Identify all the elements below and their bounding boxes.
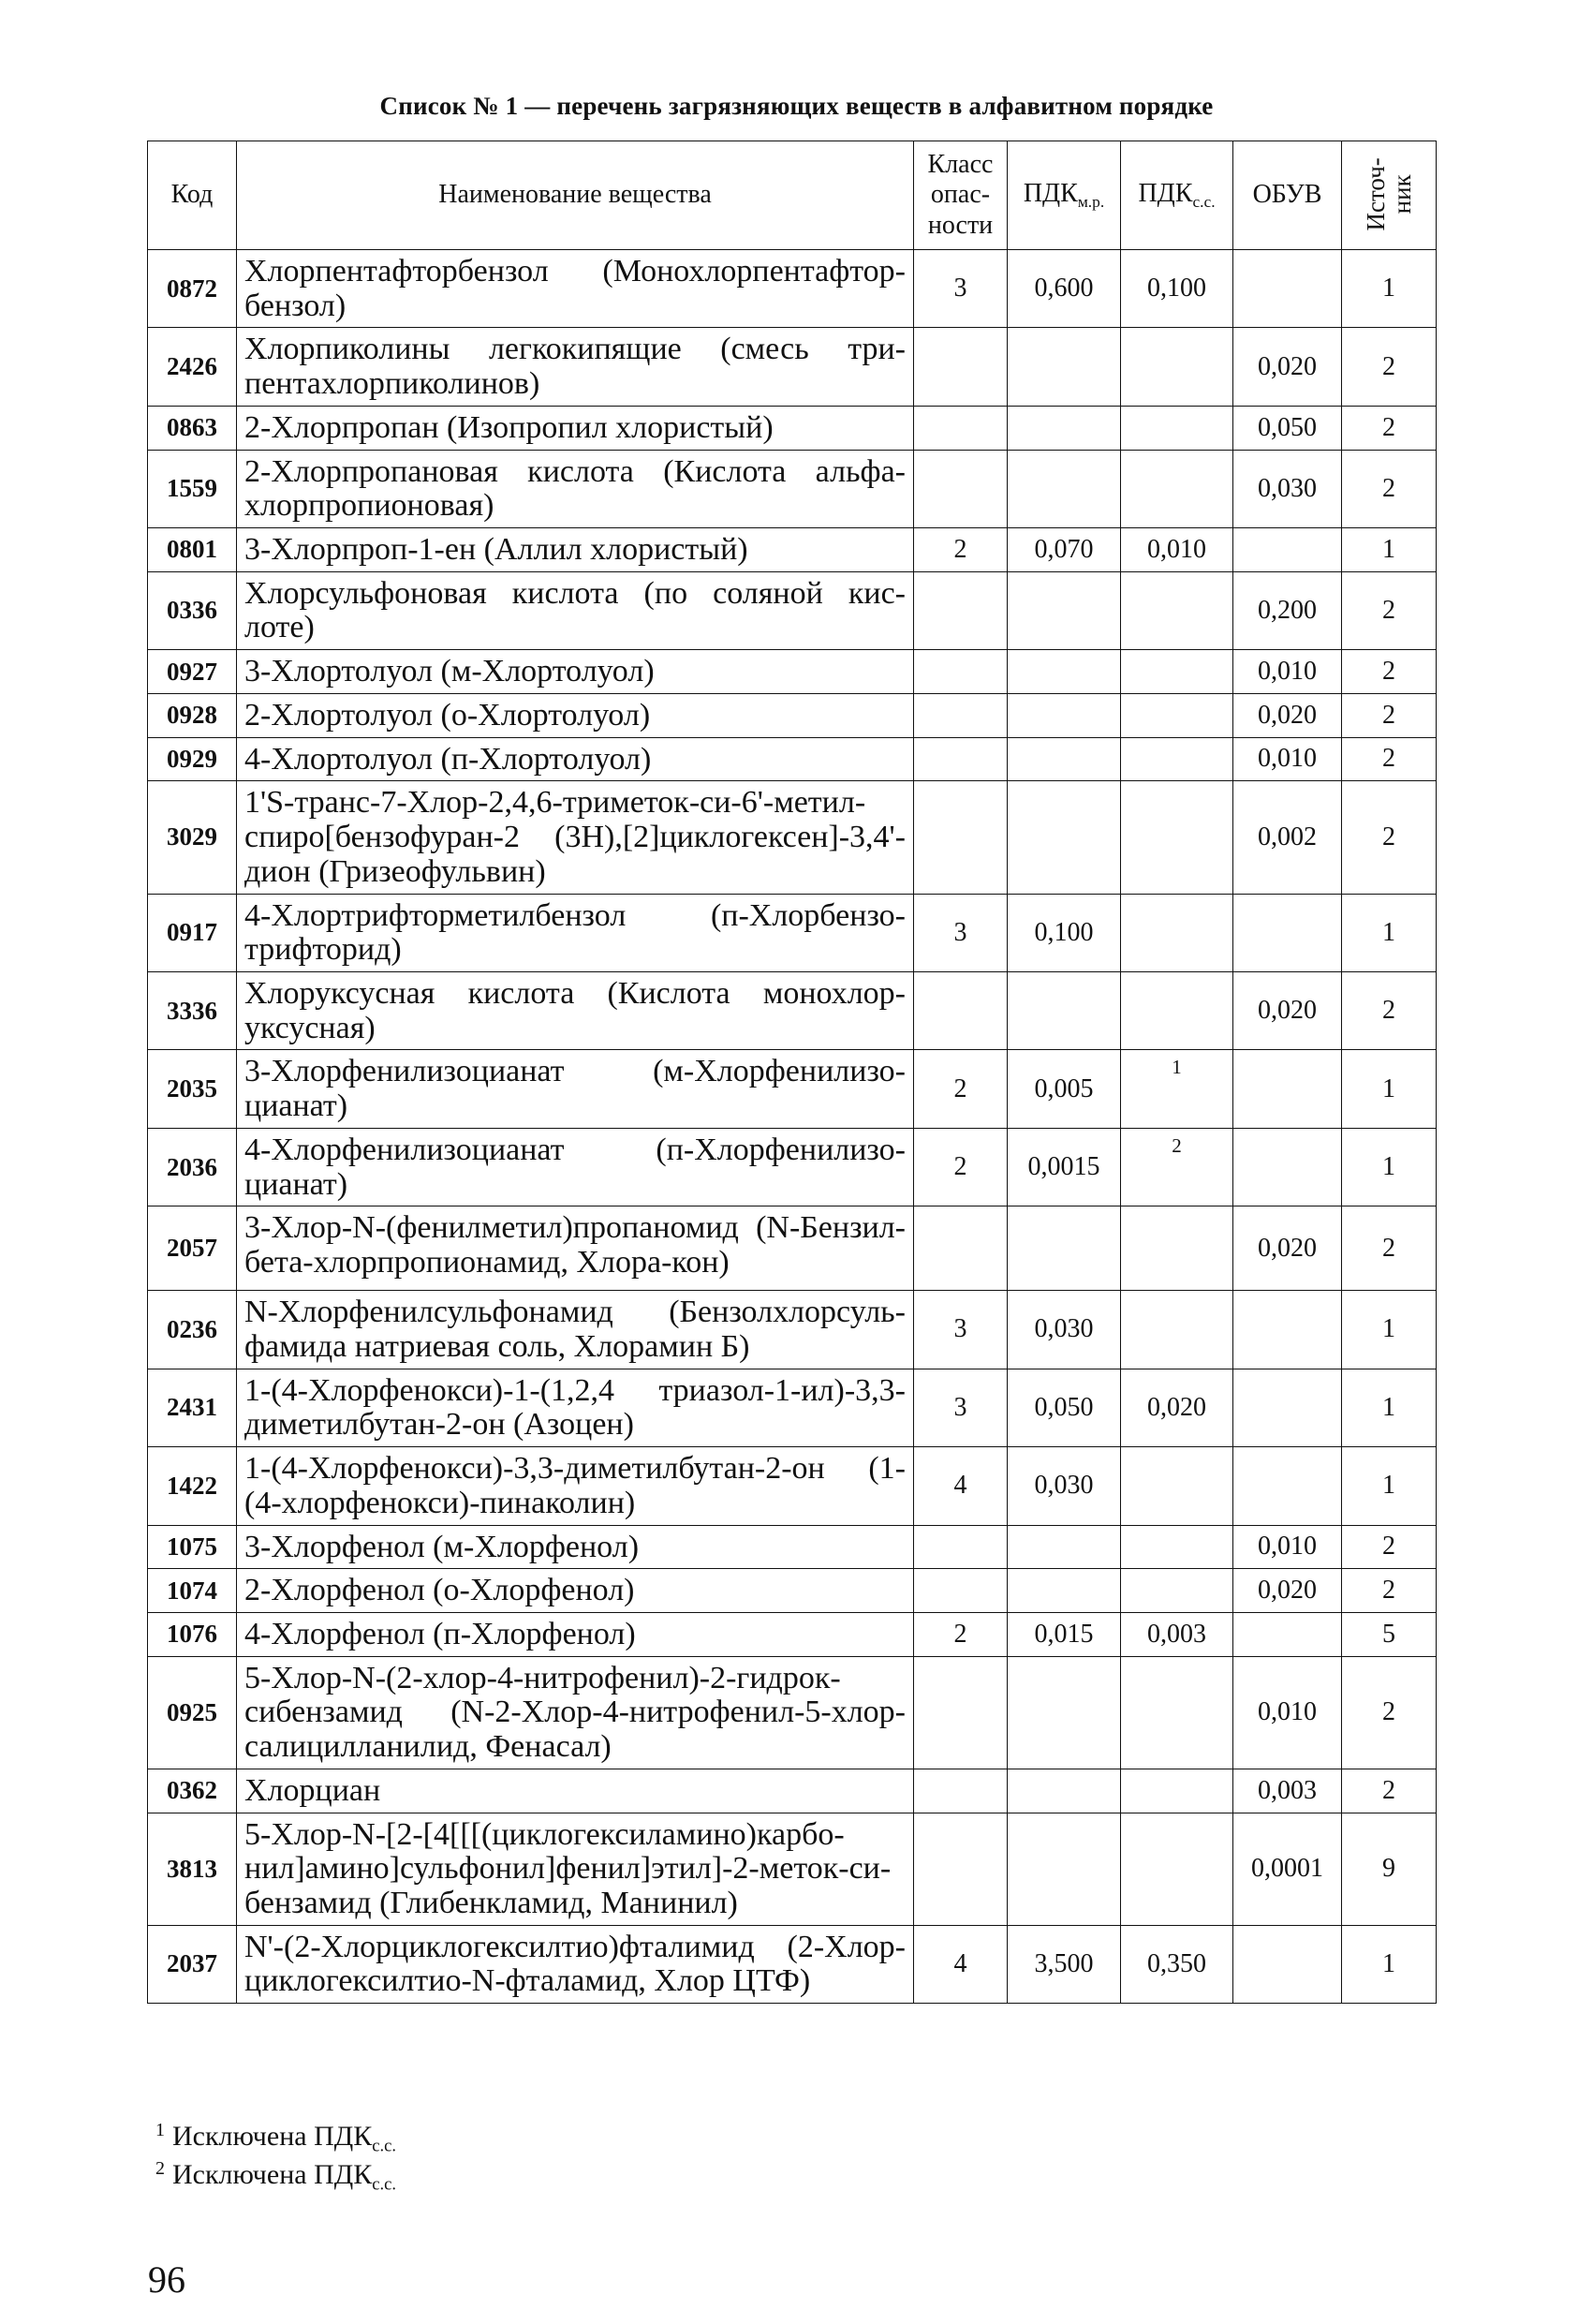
cell-name: 3-Хлорпроп-1-ен (Аллил хлористый) <box>237 528 914 572</box>
cell-obuv <box>1233 528 1342 572</box>
cell-pdk-mr <box>1008 650 1121 694</box>
cell-pdk-mr: 0,0015 <box>1008 1128 1121 1206</box>
cell-pdk-ss <box>1121 1525 1233 1569</box>
cell-hazard-class: 2 <box>914 1128 1008 1206</box>
cell-name: N-Хлорфенилсульфонамид (Бензолхлорсуль-фамида натриевая соль, Хлорамин Б) <box>237 1291 914 1369</box>
cell-hazard-class <box>914 693 1008 737</box>
cell-pdk-ss: 1 <box>1121 1050 1233 1128</box>
table-row <box>148 250 1437 328</box>
cell-pdk-mr: 3,500 <box>1008 1925 1121 2003</box>
cell-pdk-ss <box>1121 328 1233 406</box>
cell-hazard-class <box>914 650 1008 694</box>
cell-hazard-class <box>914 1656 1008 1769</box>
cell-obuv: 0,010 <box>1233 650 1342 694</box>
cell-code: 2037 <box>148 1925 237 2003</box>
table-header-row <box>148 141 1437 250</box>
cell-obuv: 0,020 <box>1233 693 1342 737</box>
cell-name: 5-Хлор-N-[2-[4[[[(циклогексиламино)карбо-нил]амино]сульфонил]фенил]этил]-2-меток-си-бензамид (Глибенкламид, Манинил) <box>237 1813 914 1925</box>
cell-obuv: 0,030 <box>1233 450 1342 527</box>
cell-name: Хлорпентафторбензол (Монохлорпентафтор-бензол) <box>237 250 914 328</box>
cell-code: 1076 <box>148 1613 237 1657</box>
cell-pdk-mr: 0,015 <box>1008 1613 1121 1657</box>
cell-pdk-ss <box>1121 1569 1233 1613</box>
cell-hazard-class: 3 <box>914 250 1008 328</box>
cell-pdk-mr <box>1008 1206 1121 1291</box>
cell-hazard-class <box>914 406 1008 450</box>
footnote-1-text: Исключена ПДК <box>172 2121 373 2152</box>
cell-code: 0929 <box>148 737 237 781</box>
header-source-vertical <box>1363 157 1416 230</box>
table-row <box>148 1447 1437 1525</box>
cell-source: 2 <box>1342 328 1437 406</box>
cell-name: Хлорпиколины легкокипящие (смесь три-пентахлорпиколинов) <box>237 328 914 406</box>
cell-name: N'-(2-Хлорциклогексилтио)фталимид (2-Хлор-циклогексилтио-N-фталамид, Хлор ЦТФ) <box>237 1925 914 2003</box>
cell-code: 0863 <box>148 406 237 450</box>
cell-pdk-mr: 0,030 <box>1008 1447 1121 1525</box>
cell-code: 0928 <box>148 693 237 737</box>
footnote-2 <box>155 2157 396 2196</box>
cell-obuv: 0,020 <box>1233 328 1342 406</box>
cell-source: 1 <box>1342 1369 1437 1446</box>
footnote-1-mark: 1 <box>155 2120 165 2140</box>
cell-source: 5 <box>1342 1613 1437 1657</box>
cell-obuv <box>1233 1291 1342 1369</box>
cell-source: 2 <box>1342 971 1437 1049</box>
cell-name: 5-Хлор-N-(2-хлор-4-нитрофенил)-2-гидрок-сибензамид (N-2-Хлор-4-нитрофенил-5-хлор-салицилланилид, Фенасал) <box>237 1656 914 1769</box>
cell-hazard-class: 3 <box>914 894 1008 971</box>
cell-hazard-class: 4 <box>914 1447 1008 1525</box>
cell-name: Хлорциан <box>237 1769 914 1813</box>
cell-hazard-class <box>914 450 1008 527</box>
page-title: Список № 1 — перечень загрязняющих веществ в алфавитном порядке <box>379 92 1214 120</box>
cell-pdk-mr: 0,070 <box>1008 528 1121 572</box>
header-pdk-ss-sub: с.с. <box>1192 193 1216 212</box>
cell-obuv: 0,050 <box>1233 406 1342 450</box>
cell-obuv: 0,200 <box>1233 571 1342 649</box>
cell-pdk-mr <box>1008 1525 1121 1569</box>
header-source-line2: ник <box>1388 174 1416 215</box>
footnote-1 <box>155 2119 396 2157</box>
cell-pdk-ss <box>1121 971 1233 1049</box>
cell-obuv <box>1233 1128 1342 1206</box>
table-row <box>148 571 1437 649</box>
cell-code: 0336 <box>148 571 237 649</box>
cell-hazard-class <box>914 781 1008 894</box>
cell-name: 1-(4-Хлорфенокси)-3,3-диметилбутан-2-он (1-(4-хлорфенокси)-пинаколин) <box>237 1447 914 1525</box>
footnote-2-sub: с.с. <box>372 2174 397 2195</box>
cell-source: 9 <box>1342 1813 1437 1925</box>
page-number: 96 <box>148 2258 185 2301</box>
cell-code: 1559 <box>148 450 237 527</box>
table-row <box>148 1613 1437 1657</box>
table-row <box>148 1206 1437 1291</box>
cell-pdk-mr: 0,600 <box>1008 250 1121 328</box>
cell-source: 1 <box>1342 1925 1437 2003</box>
cell-source: 2 <box>1342 737 1437 781</box>
cell-pdk-mr: 0,050 <box>1008 1369 1121 1446</box>
table-row <box>148 450 1437 527</box>
cell-code: 0927 <box>148 650 237 694</box>
cell-name: Хлорсульфоновая кислота (по соляной кис-лоте) <box>237 571 914 649</box>
cell-code: 3029 <box>148 781 237 894</box>
cell-code: 2057 <box>148 1206 237 1291</box>
cell-code: 2035 <box>148 1050 237 1128</box>
substances-table <box>147 141 1437 2004</box>
table-row <box>148 528 1437 572</box>
cell-pdk-ss: 0,020 <box>1121 1369 1233 1446</box>
cell-pdk-ss <box>1121 781 1233 894</box>
cell-pdk-mr <box>1008 1656 1121 1769</box>
cell-name: 4-Хлорфенол (п-Хлорфенол) <box>237 1613 914 1657</box>
cell-obuv <box>1233 1925 1342 2003</box>
header-hazard-class-line3: ности <box>927 210 994 240</box>
cell-source: 1 <box>1342 250 1437 328</box>
table-row <box>148 781 1437 894</box>
cell-name: 4-Хлорфенилизоцианат (п-Хлорфенилизо-цианат) <box>237 1128 914 1206</box>
cell-hazard-class: 2 <box>914 528 1008 572</box>
table-row <box>148 1050 1437 1128</box>
table-row <box>148 406 1437 450</box>
cell-hazard-class <box>914 571 1008 649</box>
cell-obuv: 0,020 <box>1233 971 1342 1049</box>
cell-obuv: 0,020 <box>1233 1206 1342 1291</box>
header-pdk-mr-label: ПДК <box>1023 178 1078 208</box>
table-row <box>148 1291 1437 1369</box>
header-pdk-ss-label: ПДК <box>1138 178 1193 208</box>
cell-hazard-class <box>914 737 1008 781</box>
cell-obuv: 0,0001 <box>1233 1813 1342 1925</box>
cell-pdk-ss: 0,003 <box>1121 1613 1233 1657</box>
header-name: Наименование вещества <box>237 141 914 250</box>
cell-code: 0917 <box>148 894 237 971</box>
header-source <box>1342 141 1437 250</box>
cell-hazard-class <box>914 1813 1008 1925</box>
cell-pdk-ss <box>1121 406 1233 450</box>
cell-obuv: 0,020 <box>1233 1569 1342 1613</box>
cell-hazard-class: 2 <box>914 1613 1008 1657</box>
table-body <box>148 250 1437 2004</box>
cell-obuv <box>1233 1613 1342 1657</box>
cell-name: 3-Хлор-N-(фенилметил)пропаномид (N-Бензил-бета-хлорпропионамид, Хлора-кон) <box>237 1206 914 1291</box>
cell-source: 1 <box>1342 1050 1437 1128</box>
cell-hazard-class <box>914 971 1008 1049</box>
header-code: Код <box>148 141 237 250</box>
cell-obuv: 0,010 <box>1233 1656 1342 1769</box>
cell-pdk-ss <box>1121 1291 1233 1369</box>
cell-source: 2 <box>1342 406 1437 450</box>
cell-pdk-ss <box>1121 1447 1233 1525</box>
cell-name: 4-Хлортолуол (п-Хлортолуол) <box>237 737 914 781</box>
cell-name: 1'S-транс-7-Хлор-2,4,6-триметок-си-6'-метил-спиро[бензофуран-2 (3H),[2]циклогексен]-3,4'-дион (Гризеофульвин) <box>237 781 914 894</box>
cell-pdk-ss: 0,010 <box>1121 528 1233 572</box>
cell-pdk-mr <box>1008 737 1121 781</box>
cell-pdk-ss <box>1121 1206 1233 1291</box>
cell-pdk-mr <box>1008 406 1121 450</box>
cell-obuv <box>1233 1447 1342 1525</box>
cell-hazard-class: 4 <box>914 1925 1008 2003</box>
table-row <box>148 1925 1437 2003</box>
cell-source: 2 <box>1342 693 1437 737</box>
header-hazard-class <box>914 141 1008 250</box>
cell-obuv: 0,010 <box>1233 737 1342 781</box>
table-row <box>148 1813 1437 1925</box>
cell-code: 3813 <box>148 1813 237 1925</box>
cell-pdk-mr <box>1008 693 1121 737</box>
cell-name: 2-Хлортолуол (о-Хлортолуол) <box>237 693 914 737</box>
cell-code: 3336 <box>148 971 237 1049</box>
cell-pdk-mr <box>1008 971 1121 1049</box>
cell-source: 2 <box>1342 1769 1437 1813</box>
cell-obuv <box>1233 1369 1342 1446</box>
cell-source: 1 <box>1342 528 1437 572</box>
cell-obuv: 0,003 <box>1233 1769 1342 1813</box>
cell-pdk-ss <box>1121 1769 1233 1813</box>
cell-pdk-mr <box>1008 1769 1121 1813</box>
cell-code: 1074 <box>148 1569 237 1613</box>
cell-pdk-mr <box>1008 1569 1121 1613</box>
cell-obuv: 0,002 <box>1233 781 1342 894</box>
cell-source: 2 <box>1342 1569 1437 1613</box>
cell-pdk-ss <box>1121 894 1233 971</box>
cell-pdk-mr <box>1008 328 1121 406</box>
table-row <box>148 1569 1437 1613</box>
cell-source: 2 <box>1342 781 1437 894</box>
cell-pdk-ss: 2 <box>1121 1128 1233 1206</box>
cell-name: 2-Хлорпропан (Изопропил хлористый) <box>237 406 914 450</box>
cell-hazard-class <box>914 1525 1008 1569</box>
table-row <box>148 1525 1437 1569</box>
cell-name: Хлоруксусная кислота (Кислота монохлор-уксусная) <box>237 971 914 1049</box>
table-row <box>148 1369 1437 1446</box>
cell-name: 2-Хлорпропановая кислота (Кислота альфа-хлорпропионовая) <box>237 450 914 527</box>
cell-source: 2 <box>1342 1656 1437 1769</box>
cell-source: 2 <box>1342 1206 1437 1291</box>
header-pdk-mr <box>1008 141 1121 250</box>
cell-pdk-mr <box>1008 450 1121 527</box>
cell-code: 2036 <box>148 1128 237 1206</box>
header-source-line1: Источ- <box>1361 156 1390 231</box>
cell-source: 1 <box>1342 1291 1437 1369</box>
cell-name: 2-Хлорфенол (о-Хлорфенол) <box>237 1569 914 1613</box>
cell-pdk-ss <box>1121 571 1233 649</box>
cell-name: 1-(4-Хлорфенокси)-1-(1,2,4 триазол-1-ил)-3,3-диметилбутан-2-он (Азоцен) <box>237 1369 914 1446</box>
cell-source: 2 <box>1342 650 1437 694</box>
cell-pdk-ss <box>1121 450 1233 527</box>
cell-source: 1 <box>1342 1128 1437 1206</box>
table-row <box>148 1769 1437 1813</box>
footnote-1-sub: с.с. <box>372 2136 397 2156</box>
cell-obuv <box>1233 250 1342 328</box>
cell-code: 1075 <box>148 1525 237 1569</box>
cell-code: 0872 <box>148 250 237 328</box>
cell-hazard-class: 2 <box>914 1050 1008 1128</box>
table-row <box>148 894 1437 971</box>
cell-name: 3-Хлорфенол (м-Хлорфенол) <box>237 1525 914 1569</box>
cell-pdk-ss <box>1121 737 1233 781</box>
cell-pdk-mr <box>1008 571 1121 649</box>
table-row <box>148 693 1437 737</box>
cell-source: 2 <box>1342 450 1437 527</box>
cell-code: 0236 <box>148 1291 237 1369</box>
cell-pdk-ss <box>1121 1656 1233 1769</box>
cell-hazard-class: 3 <box>914 1369 1008 1446</box>
cell-name: 3-Хлортолуол (м-Хлортолуол) <box>237 650 914 694</box>
cell-pdk-mr <box>1008 1813 1121 1925</box>
cell-pdk-ss <box>1121 1813 1233 1925</box>
cell-code: 2431 <box>148 1369 237 1446</box>
header-hazard-class-line2: опас- <box>930 180 991 210</box>
cell-hazard-class: 3 <box>914 1291 1008 1369</box>
cell-pdk-ss <box>1121 693 1233 737</box>
cell-source: 1 <box>1342 1447 1437 1525</box>
header-pdk-ss <box>1121 141 1233 250</box>
cell-pdk-mr: 0,030 <box>1008 1291 1121 1369</box>
header-hazard-class-line1: Класс <box>927 150 994 180</box>
cell-hazard-class <box>914 1569 1008 1613</box>
cell-hazard-class <box>914 1769 1008 1813</box>
cell-name: 3-Хлорфенилизоцианат (м-Хлорфенилизо-цианат) <box>237 1050 914 1128</box>
cell-pdk-mr: 0,005 <box>1008 1050 1121 1128</box>
table-row <box>148 971 1437 1049</box>
cell-obuv <box>1233 894 1342 971</box>
cell-pdk-ss <box>1121 650 1233 694</box>
cell-code: 0362 <box>148 1769 237 1813</box>
cell-source: 2 <box>1342 1525 1437 1569</box>
cell-pdk-mr <box>1008 781 1121 894</box>
cell-hazard-class <box>914 1206 1008 1291</box>
header-obuv: ОБУВ <box>1233 141 1342 250</box>
table-row <box>148 650 1437 694</box>
table-row <box>148 737 1437 781</box>
cell-code: 2426 <box>148 328 237 406</box>
header-pdk-mr-sub: м.р. <box>1077 193 1105 212</box>
footnotes <box>155 2119 396 2195</box>
cell-hazard-class <box>914 328 1008 406</box>
cell-obuv: 0,010 <box>1233 1525 1342 1569</box>
cell-code: 0925 <box>148 1656 237 1769</box>
cell-pdk-ss: 0,350 <box>1121 1925 1233 2003</box>
cell-obuv <box>1233 1050 1342 1128</box>
footnote-2-mark: 2 <box>155 2157 165 2179</box>
cell-name: 4-Хлортрифторметилбензол (п-Хлорбензо-трифторид) <box>237 894 914 971</box>
table-row <box>148 1128 1437 1206</box>
cell-code: 1422 <box>148 1447 237 1525</box>
footnote-2-text: Исключена ПДК <box>172 2158 373 2190</box>
cell-source: 2 <box>1342 571 1437 649</box>
table-row <box>148 328 1437 406</box>
cell-source: 1 <box>1342 894 1437 971</box>
table-row <box>148 1656 1437 1769</box>
cell-pdk-ss: 0,100 <box>1121 250 1233 328</box>
cell-pdk-mr: 0,100 <box>1008 894 1121 971</box>
cell-code: 0801 <box>148 528 237 572</box>
